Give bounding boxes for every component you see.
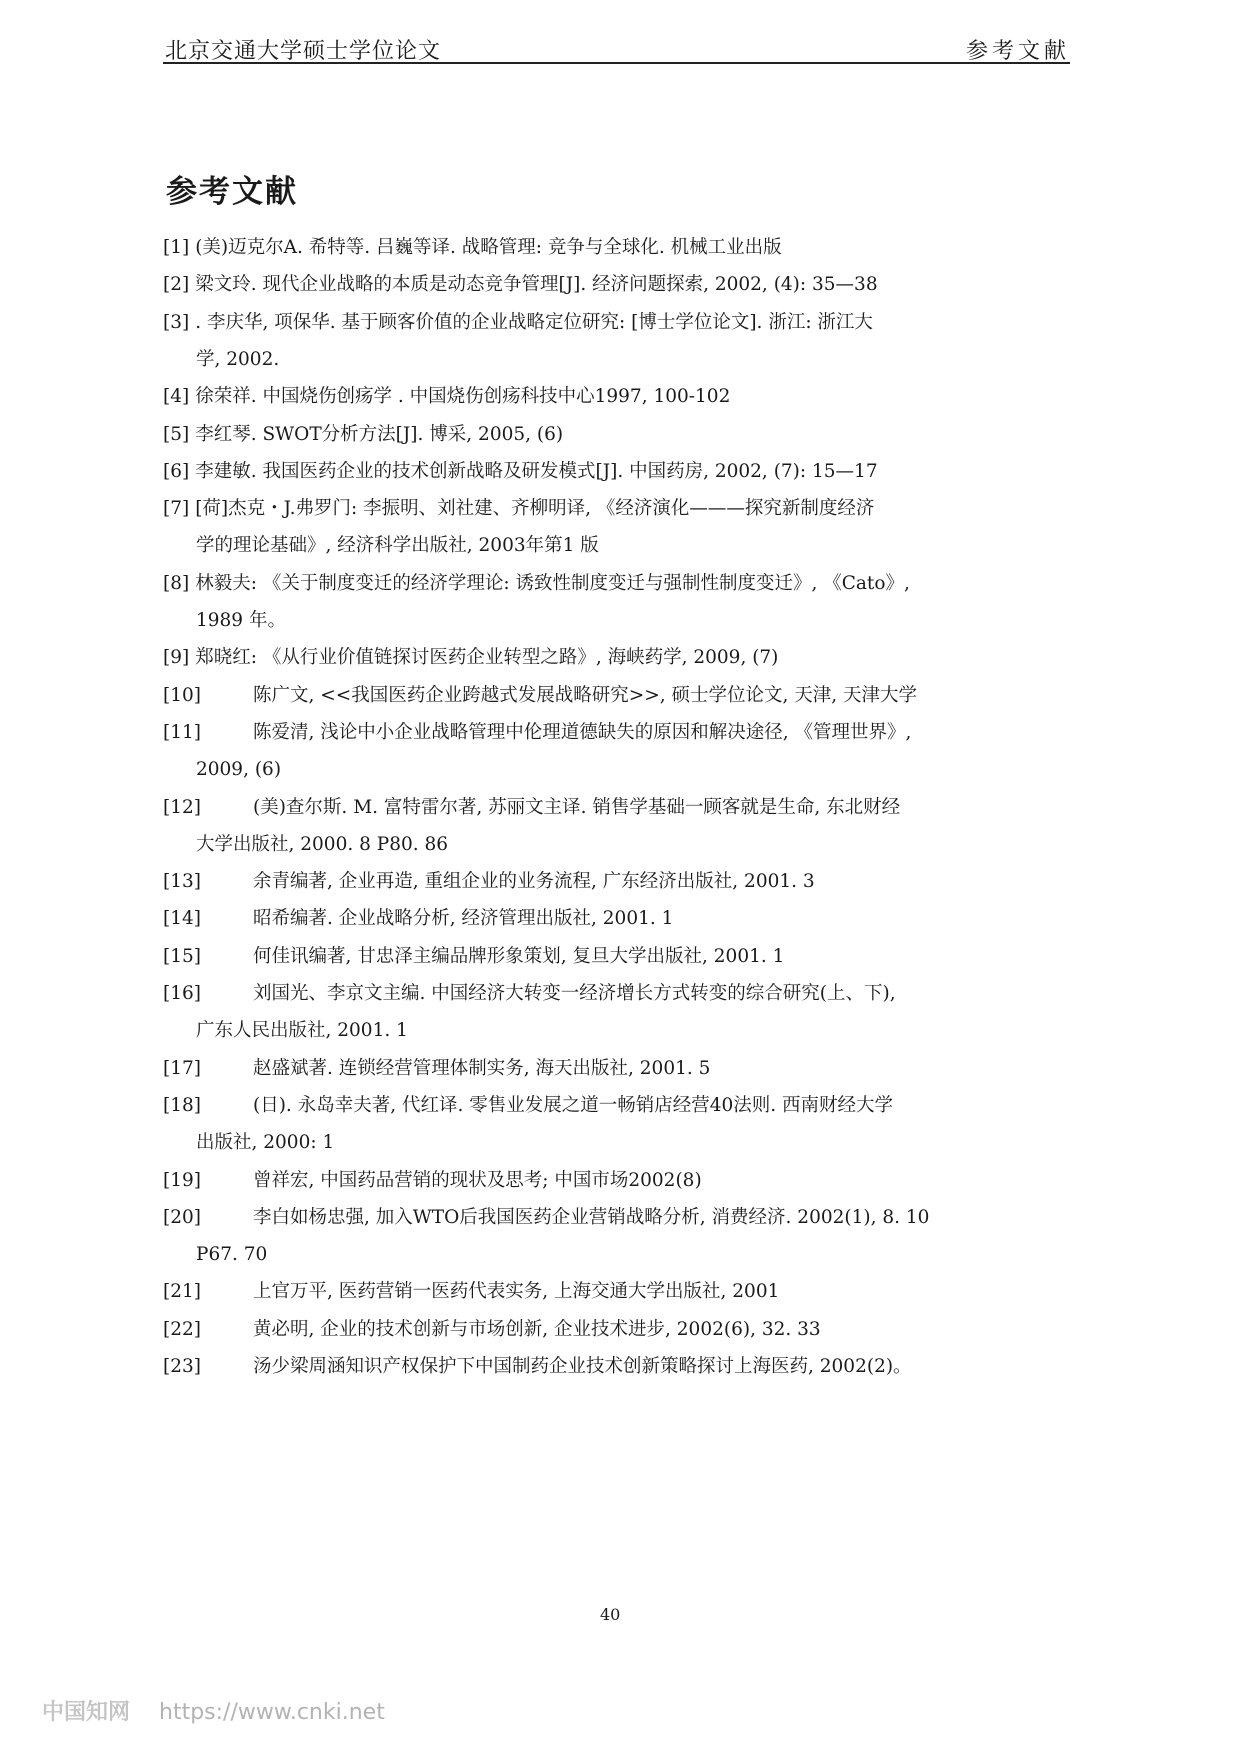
reference-text: (日). 永岛幸夫著, 代红译. 零售业发展之道一畅销店经营40法则. 西南财经大学 <box>253 1094 894 1116</box>
reference-number: [12] <box>163 796 201 818</box>
reference-continuation: 学, 2002. <box>196 348 280 370</box>
reference-item <box>163 227 1073 269</box>
reference-item <box>163 1048 1073 1090</box>
reference-number: [17] <box>163 1057 201 1079</box>
reference-continuation: 出版社, 2000: 1 <box>196 1132 335 1154</box>
reference-text: 赵盛斌著. 连锁经营管理体制实务, 海天出版社, 2001. 5 <box>253 1057 711 1079</box>
reference-text: 昭希编著. 企业战略分析, 经济管理出版社, 2001. 1 <box>253 908 674 930</box>
reference-text: 郑晓红: 《从行业价值链探讨医药企业转型之路》, 海峡药学, 2009, (7) <box>195 647 779 669</box>
reference-number: [4] <box>163 386 190 408</box>
reference-text: 李红琴. SWOT分析方法[J]. 博采, 2005, (6) <box>195 423 564 445</box>
reference-number: [7] <box>163 498 190 520</box>
reference-number: [20] <box>163 1206 201 1228</box>
reference-continuation: 大学出版社, 2000. 8 P80. 86 <box>196 833 449 855</box>
reference-text: 李白如杨忠强, 加入WTO后我国医药企业营销战略分析, 消费经济. 2002(1), 8. 10 <box>253 1206 930 1228</box>
watermark-url: https://www.cnki.net <box>159 1700 385 1725</box>
reference-item <box>163 1160 1073 1202</box>
reference-text: 徐荣祥. 中国烧伤创疡学 . 中国烧伤创疡科技中心1997, 100-102 <box>195 386 731 408</box>
reference-item <box>163 302 1073 344</box>
reference-text: . 李庆华, 项保华. 基于顾客价值的企业战略定位研究: [博士学位论文]. 浙江: 浙江大 <box>195 311 873 333</box>
reference-number: [22] <box>163 1318 201 1340</box>
reference-text: 梁文玲. 现代企业战略的本质是动态竞争管理[J]. 经济问题探索, 2002, (4): 35—38 <box>195 274 878 296</box>
reference-text: 汤少梁周涵知识产权保护下中国制药企业技术创新策略探讨上海医药, 2002(2)。 <box>253 1356 912 1377</box>
reference-item <box>163 861 1073 903</box>
reference-item <box>163 637 1073 679</box>
reference-number: [10] <box>163 684 201 706</box>
reference-text: 陈爱清, 浅论中小企业战略管理中伦理道德缺失的原因和解决途径, 《管理世界》, <box>253 721 912 743</box>
reference-text: 刘国光、李京文主编. 中国经济大转变一经济增长方式转变的综合研究(上、下), <box>253 983 896 1004</box>
reference-text: 陈广文, <<我国医药企业跨越式发展战略研究>>, 硕士学位论文, 天津, 天津大学 <box>253 684 918 706</box>
reference-item <box>163 1197 1073 1239</box>
reference-number: [8] <box>163 572 190 594</box>
reference-continuation: P67. 70 <box>196 1244 268 1266</box>
reference-text: 余青编著, 企业再造, 重组企业的业务流程, 广东经济出版社, 2001. 3 <box>253 871 815 893</box>
reference-number: [1] <box>163 237 190 258</box>
reference-item <box>163 1346 1073 1388</box>
reference-continuation: 1989 年。 <box>196 610 286 631</box>
reference-number: [16] <box>163 983 201 1004</box>
reference-item <box>163 936 1073 978</box>
header-section-title: 参考文献 <box>965 39 1070 64</box>
reference-item <box>163 264 1073 306</box>
page-number: 40 <box>600 1605 621 1624</box>
reference-item <box>163 973 1073 1015</box>
reference-item <box>163 675 1073 717</box>
reference-item <box>163 1271 1073 1313</box>
reference-item <box>163 414 1073 456</box>
reference-item <box>163 898 1073 940</box>
reference-number: [3] <box>163 311 190 333</box>
watermark-logo: 中国知网 <box>42 1700 131 1725</box>
section-title: 参考文献 <box>166 174 298 210</box>
reference-number: [11] <box>163 721 201 743</box>
reference-number: [14] <box>163 908 201 930</box>
reference-item <box>163 488 1073 530</box>
reference-text: 曾祥宏, 中国药品营销的现状及思考; 中国市场2002(8) <box>253 1169 702 1191</box>
reference-number: [15] <box>163 945 201 967</box>
reference-number: [21] <box>163 1281 201 1303</box>
reference-item <box>163 563 1073 605</box>
reference-item <box>163 787 1073 829</box>
reference-item <box>163 376 1073 418</box>
reference-text: [荷]杰克・J.弗罗门: 李振明、刘社建、齐柳明译, 《经济演化———探究新制度经济 <box>195 498 875 520</box>
reference-text: 黄必明, 企业的技术创新与市场创新, 企业技术进步, 2002(6), 32. 33 <box>253 1318 821 1340</box>
reference-text: 何佳讯编著, 甘忠泽主编品牌形象策划, 复旦大学出版社, 2001. 1 <box>253 945 785 967</box>
reference-continuation: 广东人民出版社, 2001. 1 <box>196 1020 408 1042</box>
reference-number: [6] <box>163 460 190 482</box>
reference-text: (美)查尔斯. M. 富特雷尔著, 苏丽文主译. 销售学基础一顾客就是生命, 东北财经 <box>253 796 901 818</box>
reference-continuation: 学的理论基础》, 经济科学出版社, 2003年第1 版 <box>196 535 599 557</box>
reference-number: [19] <box>163 1169 201 1191</box>
reference-item <box>163 451 1073 493</box>
reference-text: 上官万平, 医药营销一医药代表实务, 上海交通大学出版社, 2001 <box>253 1281 780 1303</box>
reference-text: 李建敏. 我国医药企业的技术创新战略及研发模式[J]. 中国药房, 2002, (7): 15—17 <box>195 460 878 482</box>
reference-item <box>163 1085 1073 1127</box>
reference-number: [9] <box>163 647 190 669</box>
header-thesis-title: 北京交通大学硕士学位论文 <box>165 39 442 64</box>
reference-continuation: 2009, (6) <box>196 759 282 781</box>
reference-number: [13] <box>163 871 201 893</box>
reference-item <box>163 1309 1073 1351</box>
reference-item <box>163 712 1073 754</box>
reference-text: 林毅夫: 《关于制度变迁的经济学理论: 诱致性制度变迁与强制性制度变迁》, 《Cato》, <box>195 572 910 594</box>
reference-number: [18] <box>163 1094 201 1116</box>
reference-number: [2] <box>163 274 190 296</box>
reference-number: [5] <box>163 423 190 445</box>
reference-text: (美)迈克尔A. 希特等. 吕巍等译. 战略管理: 竞争与全球化. 机械工业出版 <box>195 237 782 258</box>
watermark <box>42 1695 385 1726</box>
reference-number: [23] <box>163 1356 201 1377</box>
